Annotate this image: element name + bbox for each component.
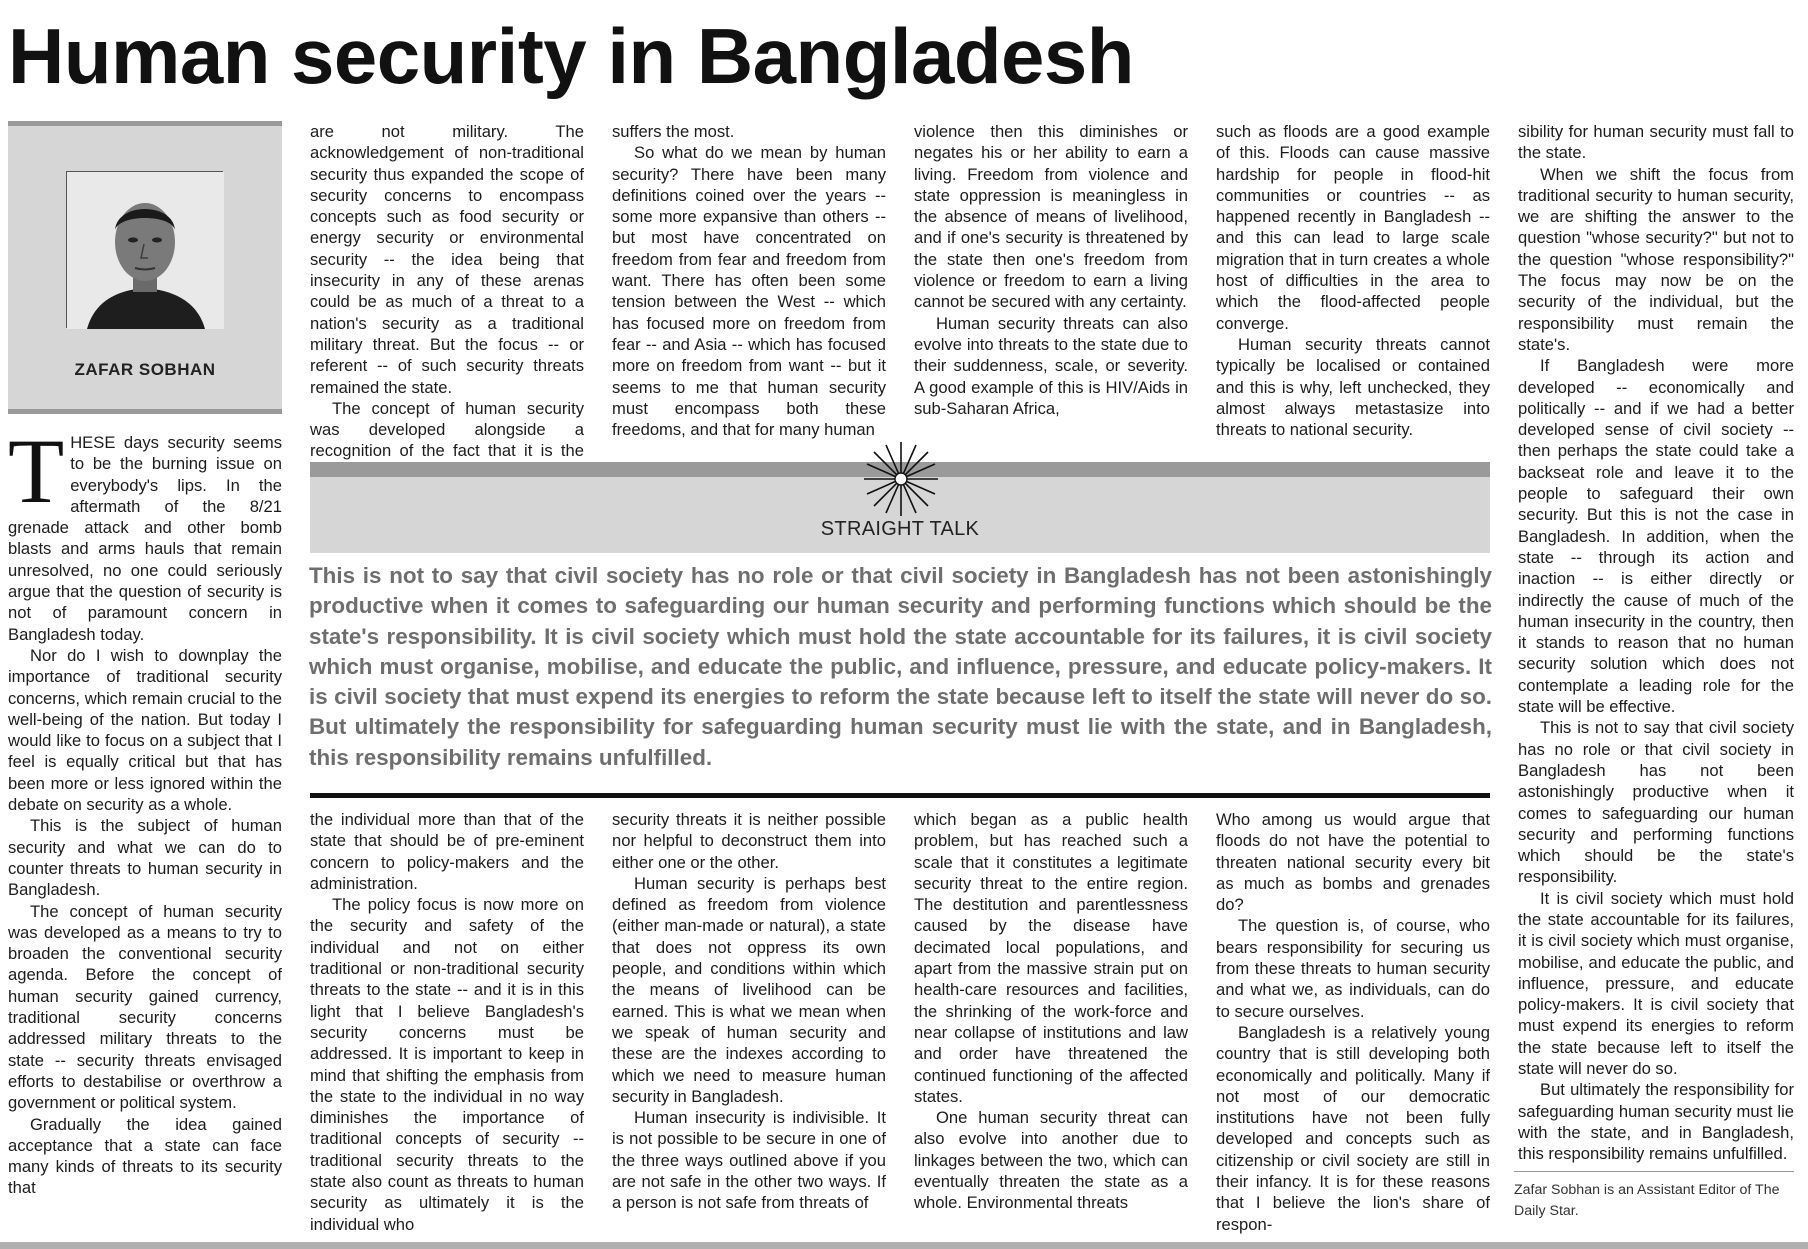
credit-rule: [1514, 1171, 1794, 1172]
author-name: ZAFAR SOBHAN: [74, 360, 216, 379]
article-paragraph: So what do we mean by human security? There have been many definitions coined over the years -- some more expansive than others -- but most have concentrated on freedom from fear and freedom from want. There has often been some tension between the West -- which has focused more on freedom from fear -- and Asia -- which has focused more on freedom from want -- but it seems to me that human security must encompass both these freedoms, and that for many human: [612, 143, 886, 440]
article-column-6: [1518, 121, 1794, 1166]
article-column-3-top: [612, 121, 886, 445]
article-paragraph: sibility for human security must fall to the state.: [1518, 122, 1794, 163]
article-paragraph: Bangladesh is a relatively young country that is still developing both economically and politically. Many if not most of our democratic institutions have not been fully developed and concepts such as citizenship or civil society are still in their infancy. It is for these reasons that I believe the lion's share of respon-: [1216, 1022, 1490, 1234]
article-paragraph: which began as a public health problem, but has reached such a scale that it constitutes a legitimate security threat to the entire region. The destitution and parentlessness caused by the disease have decimated local populations, and apart from the massive strain put on health-care resources and facilities, the shrinking of the work-force and near collapse of institutions and law and order have threatened the continued functioning of the affected states.: [914, 810, 1188, 1106]
pullquote-bottom-rule: [310, 793, 1490, 798]
article-paragraph: When we shift the focus from traditional security to human security, we are shifting the answer to the question "whose security?" but not to the question "whose responsibility?" The focus may now be on the security of the individual, but the responsibility must remain the state's.: [1518, 164, 1794, 354]
article-paragraph: The policy focus is now more on the security and safety of the individual and not on either traditional or non-traditional security threats to the state -- and it is in this light that I believe Bangladesh's security concerns must be addressed. It is important to keep in mind that shifting the emphasis from the state to the individual in no way diminishes the importance of traditional concepts of security -- traditional security threats to the state also count as threats to human security as ultimately it is the individual who: [310, 895, 584, 1234]
article-column-3-bottom: [612, 809, 886, 1234]
article-paragraph: suffers the most.: [612, 122, 735, 141]
article-paragraph: If Bangladesh were more developed -- economically and politically -- and if we had a better developed sense of civil society -- then perhaps the state could take a backseat role and leave it to the people to safeguard their own security. But this is not the case in Bangladesh. In addition, when the state -- through its action and inaction -- is either directly or indirectly the cause of much of the human insecurity in the country, then it stands to reason that no human security solution which does not contemplate a leading role for the state will be effective.: [1518, 356, 1794, 717]
author-credit: Zafar Sobhan is an Assistant Editor of The Daily Star.: [1514, 1182, 1780, 1219]
article-paragraph: Human security is perhaps best defined as freedom from violence (either man-made or natural), a state that does not oppress its own people, and conditions within which the means of livelihood can be earned. This is what we mean when we speak of human security and these are the indexes according to which we need to measure human security in Bangladesh.: [612, 873, 886, 1106]
article-paragraph: But ultimately the responsibility for safeguarding human security must lie with the state, and in Bangladesh, this responsibility remains unfulfilled.: [1518, 1080, 1794, 1164]
author-photo: [66, 171, 223, 328]
author-box: [8, 121, 282, 414]
headline: Human security in Bangladesh: [8, 12, 1134, 100]
article-paragraph: Gradually the idea gained acceptance that a state can face many kinds of threats to its security that: [8, 1114, 282, 1198]
article-paragraph: Human insecurity is indivisible. It is not possible to be secure in one of the three ways outlined above if you are not safe in the other two ways. If a person is not safe from threats of: [612, 1108, 886, 1213]
article-paragraph: violence then this diminishes or negates his or her ability to earn a living. Freedom from violence and state oppression is meaningless in the absence of means of livelihood, and if one's security is threatened by the state then one's freedom from violence or freedom to earn a living cannot be secured with any certainty.: [914, 122, 1188, 312]
portrait-image: [67, 172, 224, 329]
article-paragraph: One human security threat can also evolve into another due to linkages between the two, which can eventually threaten the state as a whole. Environmental threats: [914, 1108, 1188, 1213]
article-paragraph: It is civil society which must hold the state accountable for its failures, it is civil society which must organise, mobilise, and educate the public, and influence, pressure, and educate policy-makers. It is civil society that must expend its energies to reform the state because left to itself the state will never do so.: [1518, 888, 1794, 1079]
article-paragraph: This is the subject of human security and what we can do to counter threats to human security in Bangladesh.: [8, 816, 282, 900]
article-paragraph: Who among us would argue that floods do not have the potential to threaten national security every bit as much as bombs and grenades do?: [1216, 810, 1490, 915]
article-paragraph: security threats it is neither possible nor helpful to deconstruct them into either one or the other.: [612, 810, 886, 872]
pullquote: This is not to say that civil society has no role or that civil society in Bangladesh has not been astonishingly productive when it comes to safeguarding our human security and performing functions which should be the state's responsibility. It is civil society which must hold the state accountable for its failures, it is civil society which must organise, mobilise, and educate the public, and influence, pressure, and educate policy-makers. It is civil society that must expend its energies to reform the state because left to itself the state will never do so. But ultimately the responsibility for safeguarding human security must lie with the state, and in Bangladesh, this responsibility remains unfulfilled.: [309, 563, 1492, 770]
article-column-5-bottom: [1216, 809, 1490, 1234]
article-column-1: [8, 420, 282, 1232]
article-column-5-top: [1216, 121, 1490, 445]
article-paragraph: are not military. The acknowledgement of non-traditional security thus expanded the scope of security concerns to encompass concepts such as food security or energy security or environmental security -- the idea being that insecurity in any of these arenas could be as much of a threat to a nation's security as a traditional military threat. But the focus -- or referent -- of such security threats remained the state.: [310, 122, 584, 397]
drop-cap: T: [8, 420, 65, 522]
article-column-2-top: [310, 121, 584, 461]
article-column-4-top: [914, 121, 1188, 445]
article-paragraph: This is not to say that civil society has no role or that civil society in Bangladesh has not been astonishingly productive when it comes to safeguarding our human security and performing functions which should be the state's responsibility.: [1518, 718, 1794, 887]
article-paragraph: such as floods are a good example of this. Floods can cause massive hardship for people in flood-hit communities or countries -- as happened recently in Bangladesh -- and this can lead to large scale migration that in turn creates a whole host of difficulties in the area to which the flood-affected people converge.: [1216, 122, 1490, 333]
article-paragraph: Human security threats cannot typically be localised or contained and this is why, left unchecked, they almost always metastasize into threats to national security.: [1216, 334, 1490, 440]
article-paragraph: The concept of human security was developed alongside a recognition of the fact that it is the: [310, 398, 584, 461]
column-kicker: STRAIGHT TALK: [820, 518, 980, 540]
article-paragraph: Nor do I wish to downplay the importance of traditional security concerns, which remain crucial to the well-being of the nation. But today I would like to focus on a subject that I feel is equally critical but that has been more or less ignored within the debate on security as a whole.: [8, 645, 282, 815]
starburst-icon: [862, 440, 940, 518]
article-column-2-bottom: [310, 809, 584, 1234]
article-paragraph: The question is, of course, who bears responsibility for securing us from these threats to human security and what we, as individuals, can do to secure ourselves.: [1216, 916, 1490, 1021]
article-paragraph: Human security threats can also evolve into threats to the state due to their suddenness, scale, or severity. A good example of this is HIV/Aids in sub-Saharan Africa,: [914, 313, 1188, 418]
article-column-4-bottom: [914, 809, 1188, 1234]
article-paragraph: THESE days security seems to be the burning issue on everybody's lips. In the aftermath of the 8/21 grenade attack and other bomb blasts and arms hauls that remain unresolved, no one could seriously argue that the question of security is not of paramount concern in Bangladesh today.: [8, 420, 282, 644]
article-paragraph: The concept of human security was developed as a means to try to broaden the conventional security agenda. Before the concept of human security gained currency, traditional security concerns addressed military threats to the state -- security threats envisaged efforts to destabilise or overthrow a government or political system.: [8, 901, 282, 1113]
page-bottom-strip: [0, 1242, 1808, 1249]
article-paragraph: the individual more than that of the state that should be of pre-eminent concern to policy-makers and the administration.: [310, 810, 584, 893]
